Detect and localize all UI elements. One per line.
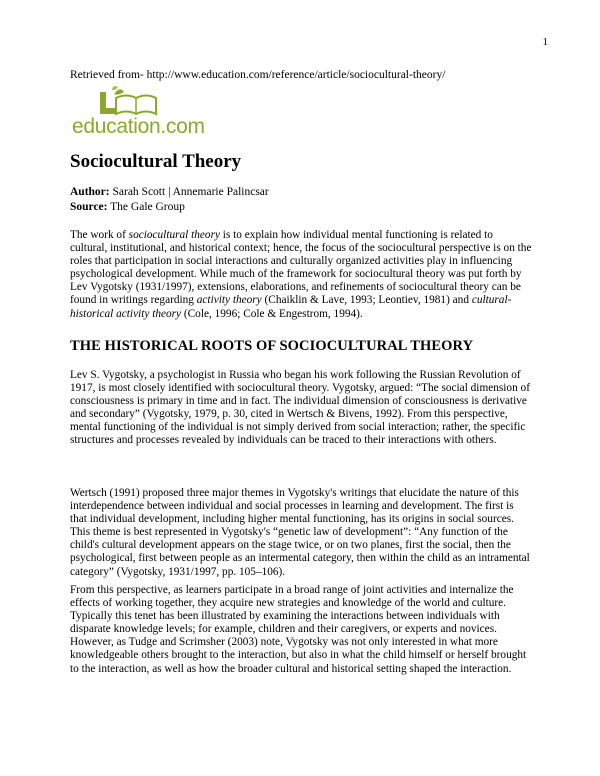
body-paragraph: From this perspective, as learners participate in a broad range of joint activities and internalize the effects of working together, they acquire new strategies and knowledge of the world and culture. Typically this tenet has been illustrated by examining the interactions between individuals with disparate knowledge levels; for example, children and their caregivers, or experts and novices. However, as Tudge and Scrimsher (2003) note, Vygotsky was not only interested in what more knowledgeable others brought to the interaction, but also in what the child himself or herself brought to the interaction, as well as how the broader cultural and historical setting shaped the interaction. [70,584,527,675]
page-title: Sociocultural Theory [70,151,242,172]
intro-text-4: (Cole, 1996; Cole & Engestrom, 1994). [181,307,363,320]
author-value: Sarah Scott | Annemarie Palincsar [112,186,269,198]
intro-paragraph [70,229,532,321]
intro-emphasis-2: activity theory [196,294,262,307]
author-line [70,186,269,198]
intro-text-1: The work of [70,229,129,241]
page-number: 1 [542,36,548,48]
intro-emphasis-1: sociocultural theory [128,229,220,241]
intro-emphasis-3: cultural-historical activity theory [70,294,512,320]
source-value: The Gale Group [110,201,185,213]
source-line [70,201,185,213]
author-label: Author: [70,186,110,198]
logo-wordmark: education.com [72,115,205,138]
education-logo [72,86,212,138]
retrieved-from-line: Retrieved from- http://www.education.com/reference/article/sociocultural-theory/ [70,69,446,81]
source-label: Source: [70,201,108,213]
intro-text-3: (Chaiklin & Lave, 1993; Leontiev, 1981) and [261,294,472,307]
body-paragraph: Lev S. Vygotsky, a psychologist in Russia who began his work following the Russian Revolution of 1917, is most closely identified with sociocultural theory. Vygotsky, argued: “The social dimension of consciousness is primary in time and in fact. The individual dimension of consciousness is derivative and secondary” (Vygotsky, 1979, p. 30, cited in Wertsch & Bivens, 1992). From this perspective, mental functioning of the individual is not simply derived from social interaction; rather, the specific structures and processes revealed by individuals can be traced to their interactions with others. [70,369,530,447]
intro-text-2: is to explain how individual mental functioning is related to cultural, institutional, and historical context; hence, the focus of the sociocultural perspective is on the roles that participation in social interactions and culturally organized activities play in influencing psychological development. While much of the framework for sociocultural theory was put forth by Lev Vygotsky (1931/1997), extensions, elaborations, and refinements of sociocultural theory can be found in writings regarding [70,229,532,307]
body-paragraph: Wertsch (1991) proposed three major themes in Vygotsky's writings that elucidate the nature of this interdependence between individual and social processes in learning and development. The first is that individual development, including higher mental functioning, has its origins in social sources. This theme is best represented in Vygotsky's “genetic law of development”: “Any function of the child's cultural development appears on the stage twice, or on two planes, first the social, then the psychological, first between people as an intermental category, then within the child as an intramental category” (Vygotsky, 1931/1997, pp. 105–106). [70,487,530,578]
section-heading: THE HISTORICAL ROOTS OF SOCIOCULTURAL THEORY [70,338,474,354]
